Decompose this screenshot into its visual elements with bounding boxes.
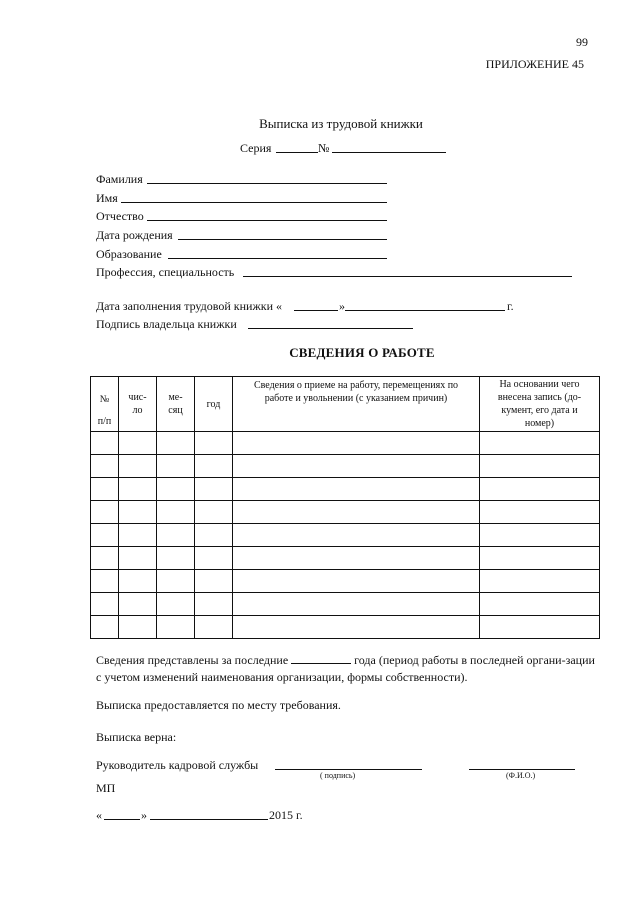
table-cell[interactable]	[195, 547, 233, 570]
education-label: Образование	[96, 247, 162, 261]
page-number: 99	[576, 35, 588, 49]
sign-date-year: 2015 г.	[269, 808, 303, 822]
table-cell[interactable]	[233, 593, 480, 616]
place-text: Выписка предоставляется по месту требования.	[96, 698, 341, 712]
hr-fio-field[interactable]	[469, 769, 575, 770]
table-row	[91, 455, 600, 478]
fio-caption: (Ф.И.О.)	[506, 771, 536, 780]
sign-date-day-field[interactable]	[104, 819, 140, 820]
table-row	[91, 570, 600, 593]
fill-date-day-field[interactable]	[294, 310, 338, 311]
birth-date-label: Дата рождения	[96, 228, 173, 242]
table-cell[interactable]	[119, 501, 157, 524]
table-cell[interactable]	[480, 593, 600, 616]
col-header-number-top: №	[99, 394, 110, 405]
document-title: Выписка из трудовой книжки	[259, 116, 423, 131]
period-text-b: года (период работы в последней органи-зации с учетом изменений наименования организации, формы собственности).	[96, 653, 595, 684]
education-field[interactable]	[168, 258, 387, 259]
series-label: Серия	[240, 141, 272, 155]
table-cell[interactable]	[157, 593, 195, 616]
name-field[interactable]	[121, 202, 387, 203]
table-cell[interactable]	[157, 524, 195, 547]
table-cell[interactable]	[157, 501, 195, 524]
table-cell[interactable]	[157, 478, 195, 501]
fill-date-label: Дата заполнения трудовой книжки «	[96, 299, 282, 313]
table-cell[interactable]	[195, 432, 233, 455]
table-cell[interactable]	[91, 547, 119, 570]
table-cell[interactable]	[157, 547, 195, 570]
table-cell[interactable]	[195, 570, 233, 593]
table-row	[91, 432, 600, 455]
surname-field[interactable]	[147, 183, 387, 184]
sign-date-month-field[interactable]	[150, 819, 268, 820]
series-field[interactable]	[276, 152, 318, 153]
table-cell[interactable]	[157, 570, 195, 593]
fill-date-close-quote: »	[339, 299, 345, 313]
col-header-basis	[480, 377, 600, 432]
table-header-row	[91, 377, 600, 432]
hr-head-label: Руководитель кадровой службы	[96, 758, 259, 772]
table-cell[interactable]	[233, 478, 480, 501]
col-header-day-text: чис- ло	[128, 392, 147, 416]
table-row	[91, 501, 600, 524]
profession-label: Профессия, специальность	[96, 265, 235, 279]
table-cell[interactable]	[119, 524, 157, 547]
table-cell[interactable]	[480, 616, 600, 639]
table-cell[interactable]	[480, 478, 600, 501]
number-field[interactable]	[332, 152, 446, 153]
table-row	[91, 593, 600, 616]
date-close-quote: »	[141, 808, 147, 822]
table-cell[interactable]	[91, 593, 119, 616]
table-cell[interactable]	[119, 616, 157, 639]
table-cell[interactable]	[157, 432, 195, 455]
table-cell[interactable]	[91, 455, 119, 478]
table-cell[interactable]	[119, 478, 157, 501]
col-header-info-text: Сведения о приеме на работу, перемещениях по работе и увольнении (с указанием причин)	[253, 380, 459, 404]
table-cell[interactable]	[480, 432, 600, 455]
table-cell[interactable]	[91, 570, 119, 593]
col-header-day	[119, 377, 157, 432]
fill-date-month-field[interactable]	[345, 310, 505, 311]
table-row	[91, 524, 600, 547]
surname-label: Фамилия	[96, 172, 143, 186]
table-cell[interactable]	[157, 616, 195, 639]
date-open-quote: «	[96, 808, 102, 822]
table-cell[interactable]	[233, 432, 480, 455]
table-cell[interactable]	[91, 524, 119, 547]
owner-signature-label: Подпись владельца книжки	[96, 317, 237, 331]
fill-date-year-suffix: г.	[507, 299, 514, 313]
table-cell[interactable]	[195, 455, 233, 478]
col-header-basis-text: На основании чего внесена запись (до-кумент, его дата и номер)	[497, 379, 582, 429]
period-paragraph	[96, 652, 596, 686]
birth-date-field[interactable]	[178, 239, 387, 240]
hr-signature-field[interactable]	[275, 769, 422, 770]
patronymic-label: Отчество	[96, 209, 144, 223]
table-cell[interactable]	[480, 524, 600, 547]
col-header-year	[195, 377, 233, 432]
table-cell[interactable]	[119, 593, 157, 616]
profession-field[interactable]	[243, 276, 572, 277]
table-row	[91, 547, 600, 570]
table-cell[interactable]	[233, 547, 480, 570]
name-label: Имя	[96, 191, 118, 205]
signature-caption: ( подпись)	[320, 771, 356, 780]
period-years-field[interactable]	[291, 653, 351, 664]
col-header-month	[157, 377, 195, 432]
table-cell[interactable]	[119, 547, 157, 570]
verified-text: Выписка верна:	[96, 730, 177, 744]
table-cell[interactable]	[91, 616, 119, 639]
table-cell[interactable]	[91, 432, 119, 455]
table-cell[interactable]	[157, 455, 195, 478]
table-cell[interactable]	[119, 455, 157, 478]
col-header-info	[233, 377, 480, 432]
table-cell[interactable]	[119, 570, 157, 593]
table-cell[interactable]	[233, 501, 480, 524]
table-cell[interactable]	[233, 455, 480, 478]
table-cell[interactable]	[233, 524, 480, 547]
work-records-table	[90, 376, 600, 639]
table-cell[interactable]	[195, 501, 233, 524]
appendix-label: ПРИЛОЖЕНИЕ 45	[485, 57, 584, 71]
col-header-year-text: год	[206, 398, 221, 410]
table-cell[interactable]	[233, 616, 480, 639]
table-cell[interactable]	[91, 478, 119, 501]
table-row	[91, 478, 600, 501]
table-cell[interactable]	[480, 501, 600, 524]
owner-signature-field[interactable]	[248, 328, 413, 329]
table-cell[interactable]	[480, 455, 600, 478]
work-section-title: СВЕДЕНИЯ О РАБОТЕ	[289, 345, 435, 360]
table-cell[interactable]	[480, 547, 600, 570]
table-cell[interactable]	[195, 524, 233, 547]
table-cell[interactable]	[233, 570, 480, 593]
stamp-label: МП	[96, 781, 116, 795]
table-cell[interactable]	[195, 593, 233, 616]
table-cell[interactable]	[119, 432, 157, 455]
col-header-month-text: ме- сяц	[168, 392, 183, 416]
table-row	[91, 616, 600, 639]
table-cell[interactable]	[91, 501, 119, 524]
col-header-number	[91, 377, 119, 432]
period-text-a: Сведения представлены за последние	[96, 653, 289, 667]
table-cell[interactable]	[195, 616, 233, 639]
table-cell[interactable]	[480, 570, 600, 593]
table-cell[interactable]	[195, 478, 233, 501]
patronymic-field[interactable]	[147, 220, 387, 221]
col-header-number-bottom: п/п	[97, 416, 112, 427]
number-sign: №	[318, 141, 330, 155]
